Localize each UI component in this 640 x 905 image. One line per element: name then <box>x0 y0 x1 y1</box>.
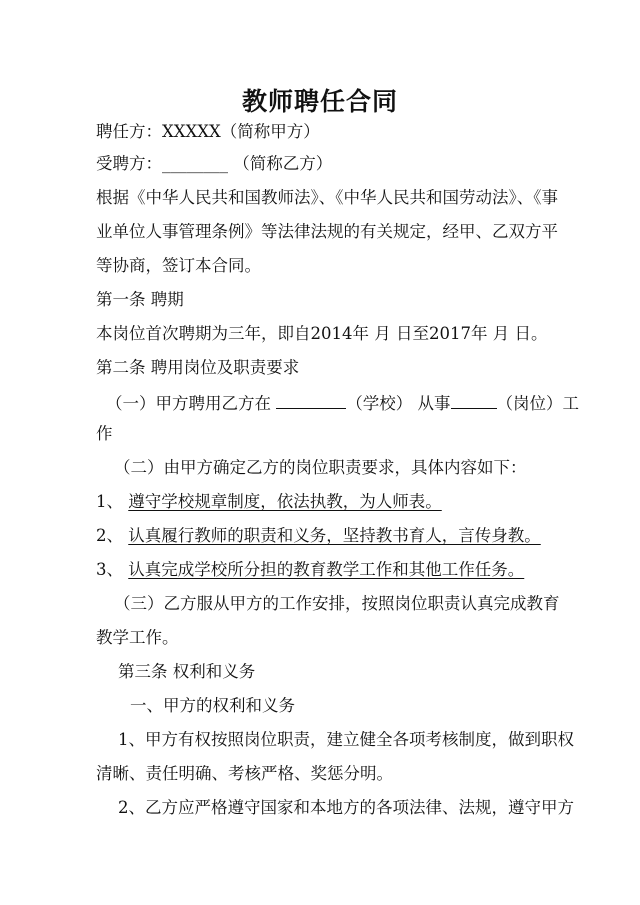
duty-text-3: 认真完成学校所分担的教育教学工作和其他工作任务。 <box>128 560 525 579</box>
obey-line-2: 教学工作。 <box>96 628 179 647</box>
duty-number-2: 2、 <box>96 526 123 545</box>
position-line-cont: 作 <box>96 424 113 443</box>
position-text-2: （学校） 从事 <box>346 394 451 413</box>
article-3-heading: 第三条 权利和义务 <box>118 662 256 681</box>
position-line <box>106 390 600 416</box>
school-blank[interactable] <box>276 390 346 409</box>
article-1-heading: 第一条 聘期 <box>96 290 184 309</box>
obey-line-1: （三）乙方服从甲方的工作安排，按照岗位职责认真完成教育 <box>114 594 560 613</box>
preamble-line-2: 业单位人事管理条例》等法律法规的有关规定，经甲、乙双方平 <box>96 222 558 241</box>
employee-line: 受聘方：________ （简称乙方） <box>96 154 333 173</box>
term-line: 本岗位首次聘期为三年，即自2014年 月 日至2017年 月 日。 <box>96 324 548 343</box>
preamble-line-1: 根据《中华人民共和国教师法》、《中华人民共和国劳动法》、《事 <box>96 188 558 207</box>
clause-2-line-1: 2、乙方应严格遵守国家和本地方的各项法律、法规，遵守甲方 <box>118 798 574 817</box>
clause-1-line-2: 清晰、责任明确、考核严格、奖惩分明。 <box>96 764 393 783</box>
duty-item-1 <box>96 490 600 514</box>
duty-text-1: 遵守学校规章制度，依法执教，为人师表。 <box>128 492 442 511</box>
duty-text-2: 认真履行教师的职责和义务，坚持教书育人，言传身教。 <box>128 526 541 545</box>
position-text-3: （岗位）工 <box>496 394 579 413</box>
preamble-line-3: 等协商，签订本合同。 <box>96 256 261 275</box>
position-text-1: （一）甲方聘用乙方在 <box>106 394 271 413</box>
document-title: 教师聘任合同 <box>241 87 398 116</box>
duty-number-1: 1、 <box>96 492 123 511</box>
duty-item-2 <box>96 524 600 548</box>
article-2-heading: 第二条 聘用岗位及职责要求 <box>96 358 300 377</box>
post-blank[interactable] <box>451 390 497 409</box>
duties-intro: （二）由甲方确定乙方的岗位职责要求，具体内容如下： <box>114 458 527 477</box>
section-1-heading: 一、甲方的权利和义务 <box>130 696 295 715</box>
employer-line: 聘任方：XXXXX（简称甲方） <box>96 122 320 141</box>
duty-item-3 <box>96 558 600 582</box>
clause-1-line-1: 1、甲方有权按照岗位职责，建立健全各项考核制度，做到职权 <box>118 730 574 749</box>
duty-number-3: 3、 <box>96 560 123 579</box>
